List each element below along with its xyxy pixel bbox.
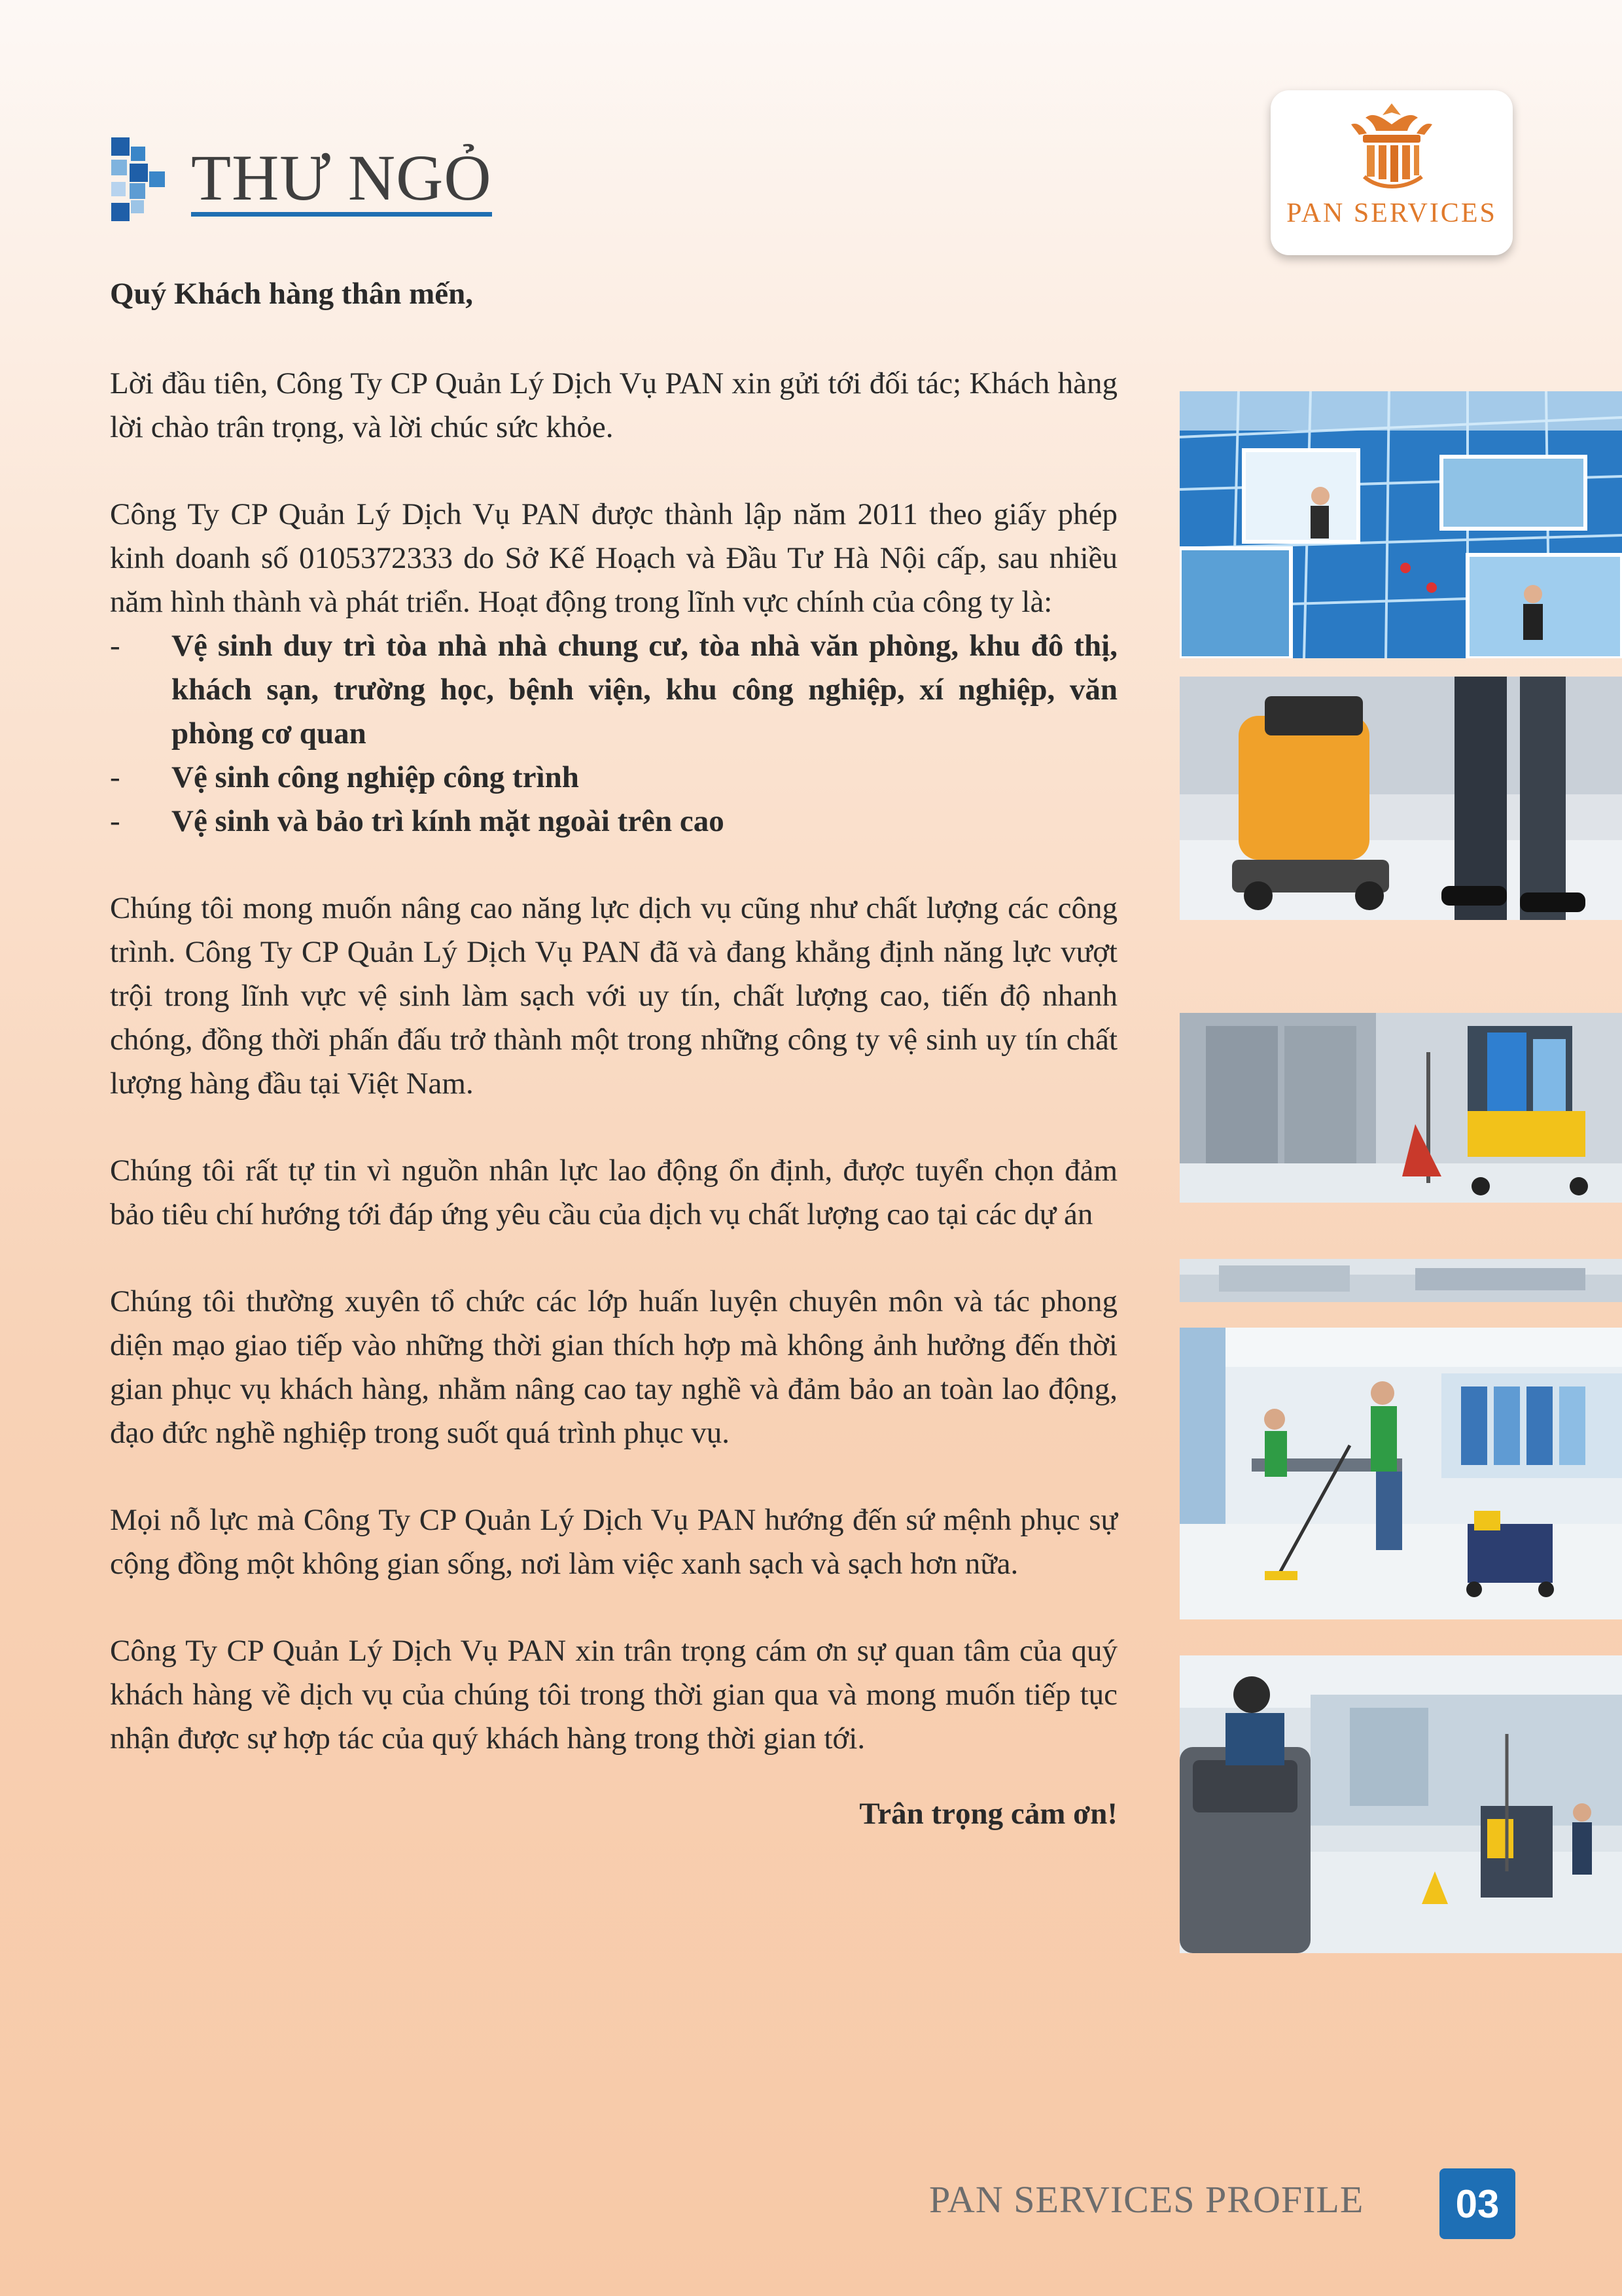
janitor-cart-image bbox=[1180, 1013, 1622, 1203]
office-cleaning-image bbox=[1180, 1328, 1622, 1619]
mission-paragraph: Mọi nỗ lực mà Công Ty CP Quản Lý Dịch Vụ PAN hướng đến sứ mệnh phục sự cộng đồng một không gian sống, nơi làm việc xanh sạch và sạch hơn nữa. bbox=[110, 1503, 1118, 1581]
bullet-marker: - bbox=[110, 804, 120, 838]
photo-office-cleaning bbox=[1180, 1328, 1622, 1619]
about-paragraph: Công Ty CP Quản Lý Dịch Vụ PAN được thành lập năm 2011 theo giấy phép kinh doanh số 0105372333 do Sở Kế Hoạch và Đầu Tư Hà Nội cấp, sau nhiều năm hình thành và phát triển. Hoạt động trong lĩnh vực chính của công ty là: bbox=[110, 497, 1118, 619]
bullet-marker: - bbox=[110, 760, 120, 794]
intro-paragraph: Lời đầu tiên, Công Ty CP Quản Lý Dịch Vụ PAN xin gửi tới đối tác; Khách hàng lời chào trân trọng, và lời chúc sức khỏe. bbox=[110, 366, 1118, 444]
list-item bbox=[110, 624, 1118, 756]
page-header bbox=[111, 134, 492, 226]
photo-airport-cleaning bbox=[1180, 1655, 1622, 1953]
title-arrow-icon bbox=[111, 137, 170, 222]
pan-emblem-icon bbox=[1333, 98, 1451, 196]
training-paragraph: Chúng tôi thường xuyên tổ chức các lớp huấn luyện chuyên môn và tác phong diện mạo giao tiếp vào những thời gian thích hợp mà không ảnh hưởng đến thời gian phục vụ khách hàng, nhằm nâng cao tay nghề và đảm bảo an toàn lao động, đạo đức nghề nghiệp trong suốt quá trình phục vụ. bbox=[110, 1284, 1118, 1450]
service-item-text: Vệ sinh và bảo trì kính mặt ngoài trên cao bbox=[171, 804, 724, 838]
letter-body bbox=[110, 262, 1118, 1836]
footer-label: PAN SERVICES PROFILE bbox=[929, 2178, 1364, 2221]
company-logo bbox=[1271, 90, 1513, 255]
quality-paragraph: Chúng tôi mong muốn nâng cao năng lực dịch vụ cũng như chất lượng các công trình. Công Ty CP Quản Lý Dịch Vụ PAN đã và đang khẳng định năng lực vượt trội trong lĩnh vực vệ sinh làm sạch với uy tín, chất lượng cao, tiến độ nhanh chóng, đồng thời phấn đấu trở thành một trong những công ty vệ sinh uy tín chất lượng hàng đầu tại Việt Nam. bbox=[110, 891, 1118, 1101]
workforce-paragraph: Chúng tôi rất tự tin vì nguồn nhân lực lao động ổn định, được tuyển chọn đảm bảo tiêu chí hướng tới đáp ứng yêu cầu của dịch vụ chất lượng cao tại các dự án bbox=[110, 1154, 1118, 1231]
photo-window-cleaning bbox=[1180, 391, 1622, 658]
photo-janitor-cart bbox=[1180, 1013, 1622, 1203]
divider-image bbox=[1180, 1259, 1622, 1302]
thanks-paragraph: Công Ty CP Quản Lý Dịch Vụ PAN xin trân trọng cám ơn sự quan tâm của quý khách hàng về dịch vụ của chúng tôi trong thời gian qua và mong muốn tiếp tục nhận được sự hợp tác của quý khách hàng trong thời gian tới. bbox=[110, 1634, 1118, 1756]
service-item-text: Vệ sinh duy trì tòa nhà nhà chung cư, tòa nhà văn phòng, khu đô thị, khách sạn, trường học, bệnh viện, khu công nghiệp, xí nghiệp, văn phòng cơ quan bbox=[171, 629, 1118, 751]
page-number: 03 bbox=[1439, 2168, 1515, 2239]
list-item bbox=[110, 800, 1118, 843]
closing-line: Trân trọng cảm ơn! bbox=[859, 1797, 1118, 1831]
list-item bbox=[110, 756, 1118, 800]
photo-strip bbox=[1180, 1259, 1622, 1302]
bullet-marker: - bbox=[110, 629, 120, 663]
service-item-text: Vệ sinh công nghiệp công trình bbox=[171, 760, 579, 794]
photo-floor-scrubber bbox=[1180, 677, 1622, 920]
floor-scrubber-image bbox=[1180, 677, 1622, 920]
window-cleaning-image bbox=[1180, 391, 1622, 658]
page-title: THƯ NGỎ bbox=[191, 143, 492, 217]
salutation: Quý Khách hàng thân mến, bbox=[110, 277, 474, 311]
airport-cleaning-image bbox=[1180, 1655, 1622, 1953]
services-list bbox=[110, 624, 1118, 843]
logo-wordmark: PAN SERVICES bbox=[1286, 198, 1497, 228]
